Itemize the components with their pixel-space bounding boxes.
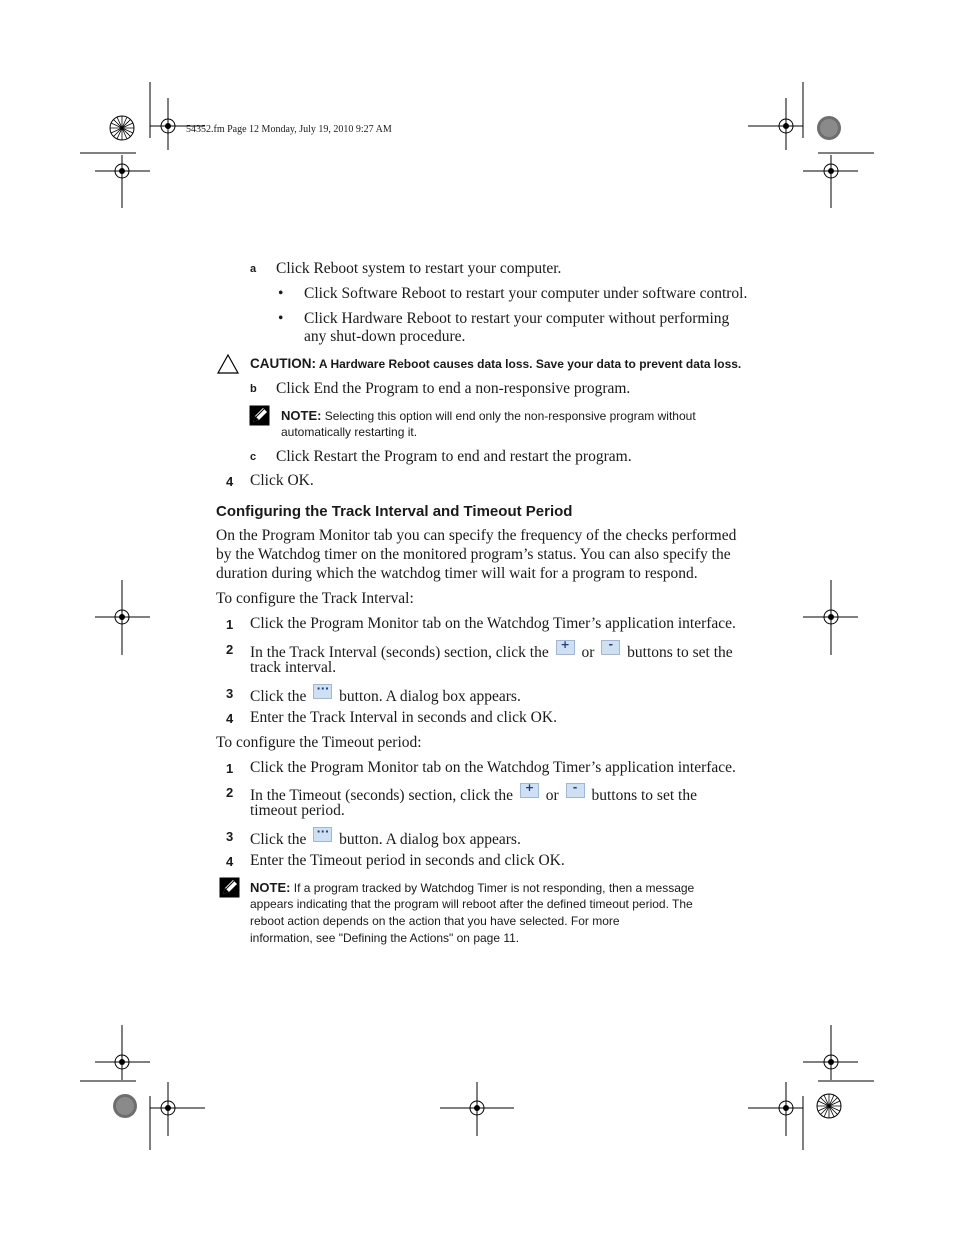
ui-label: OK	[530, 709, 554, 726]
text: to end and restart the program.	[437, 448, 632, 465]
ui-label: OK	[287, 472, 310, 489]
step-marker: 1	[226, 617, 234, 632]
text: .	[560, 852, 565, 869]
text: Click	[304, 285, 342, 302]
timeout-step-1	[250, 759, 736, 778]
text: .	[553, 709, 557, 726]
bullet-icon: •	[278, 285, 284, 302]
ui-label: End the Program	[313, 380, 419, 397]
hardware-reboot-item	[304, 310, 729, 329]
plus-glyph: +	[524, 781, 535, 794]
software-reboot-item	[304, 285, 747, 304]
step-marker: 1	[226, 761, 234, 776]
decrease-icon	[566, 783, 585, 798]
caution-label: CAUTION:	[250, 356, 316, 371]
text: Click the	[250, 831, 307, 848]
section-heading: Configuring the Track Interval and Timeout Period	[216, 503, 573, 520]
text: to restart your computer without performing	[451, 310, 730, 327]
track-step-2-continued: track interval.	[250, 659, 337, 676]
ui-label: Track Interval (seconds)	[289, 644, 441, 661]
text: In the	[250, 644, 290, 661]
decrease-icon	[601, 640, 620, 655]
step-marker: 3	[226, 829, 234, 844]
caution-text: A Hardware Reboot causes data loss. Save your data to prevent data loss.	[316, 357, 742, 371]
timeout-step-2-continued: timeout period.	[250, 802, 345, 819]
text: Selecting this option will end only the non-responsive program without	[321, 409, 696, 423]
note-pencil-icon	[219, 877, 240, 898]
text: to restart your computer.	[405, 260, 562, 277]
note-line: information, see "Defining the Actions" on page 11.	[250, 931, 520, 945]
step-marker: b	[250, 383, 257, 395]
intro-line: duration during which the watchdog timer will wait for a program to respond.	[216, 565, 698, 582]
text: section, click the	[404, 787, 514, 804]
text: to restart your computer under software control.	[446, 285, 748, 302]
ui-label: Hardware Reboot	[341, 310, 452, 327]
text: tab on the Watchdog Timer’s application interface.	[418, 615, 736, 632]
increase-icon	[556, 640, 575, 655]
text: to end a non-responsive program.	[418, 380, 631, 397]
restart-program-step	[276, 448, 632, 467]
text: tab on the Watchdog Timer’s application interface.	[418, 759, 736, 776]
ui-label: Restart the Program	[313, 448, 438, 465]
step-marker: 2	[226, 642, 234, 657]
step-marker: c	[250, 451, 257, 463]
track-lead: To configure the Track Interval:	[216, 590, 414, 607]
track-step-4	[250, 709, 557, 728]
minus-glyph: -	[572, 781, 578, 794]
note-timeout-info	[250, 879, 694, 897]
step-marker: 3	[226, 686, 234, 701]
text: Click	[250, 472, 288, 489]
ellipsis-icon	[313, 827, 332, 842]
text: section, click the	[440, 644, 549, 661]
text: In the	[250, 787, 290, 804]
caution-icon	[216, 353, 240, 375]
text: buttons to set the	[627, 644, 733, 661]
hardware-reboot-continued: any shut-down procedure.	[304, 328, 466, 345]
ellipsis-glyph: ···	[316, 825, 330, 838]
text: button. A dialog box appears.	[339, 831, 521, 848]
track-step-1	[250, 615, 736, 634]
ui-label: Reboot system	[313, 260, 406, 277]
text: or	[545, 787, 559, 804]
bullet-icon: •	[278, 310, 284, 327]
step-marker: 2	[226, 785, 234, 800]
note-label: NOTE:	[250, 880, 291, 895]
text: Enter the	[250, 709, 310, 726]
step-marker: 4	[226, 711, 234, 726]
text: Click the	[250, 688, 307, 705]
step-marker: 4	[226, 474, 234, 489]
step-marker: a	[250, 263, 257, 275]
ui-label: Software Reboot	[341, 285, 447, 302]
note-line: reboot action depends on the action that you have selected. For more	[250, 914, 620, 928]
note-selecting-option	[281, 407, 696, 425]
text: Click	[276, 448, 314, 465]
ui-label: OK	[538, 852, 561, 869]
reboot-system-step	[276, 260, 561, 279]
minus-glyph: -	[608, 638, 614, 651]
timeout-step-4	[250, 852, 565, 871]
intro-line: On the Program Monitor tab you can specify the frequency of the checks performed	[216, 527, 737, 544]
note-line: appears indicating that the program will reboot after the defined timeout period. The	[250, 897, 693, 911]
note-pencil-icon	[249, 405, 270, 426]
end-program-step	[276, 380, 630, 399]
text: If a program tracked by Watchdog Timer is not responding, then a message	[290, 881, 695, 895]
text: Click the	[250, 615, 311, 632]
timeout-step-3	[250, 827, 521, 850]
timeout-lead: To configure the Timeout period:	[216, 734, 422, 751]
track-step-3	[250, 684, 521, 707]
click-ok-step	[250, 472, 314, 491]
text: Click	[276, 380, 314, 397]
ui-label: Program Monitor	[310, 759, 419, 776]
text: Click the	[250, 759, 311, 776]
note-continued: automatically restarting it.	[281, 425, 418, 439]
text: in seconds and click	[397, 709, 531, 726]
text: button. A dialog box appears.	[339, 688, 521, 705]
text: or	[581, 644, 595, 661]
text: Enter the	[250, 852, 310, 869]
increase-icon	[520, 783, 539, 798]
ui-label: Timeout period	[309, 852, 406, 869]
text: Click	[276, 260, 314, 277]
text: Click	[304, 310, 342, 327]
plus-glyph: +	[560, 638, 570, 651]
step-marker: 4	[226, 854, 234, 869]
ui-label: Timeout (seconds)	[289, 787, 405, 804]
intro-line: by the Watchdog timer on the monitored program’s status. You can also specify the	[216, 546, 731, 563]
ellipsis-glyph: ···	[316, 682, 330, 695]
note-label: NOTE:	[281, 408, 322, 423]
text: buttons to set the	[591, 787, 697, 804]
text: .	[309, 472, 314, 489]
ui-label: Track Interval	[309, 709, 398, 726]
caution-note	[250, 356, 741, 371]
ellipsis-icon	[313, 684, 332, 699]
file-info-header: 54352.fm Page 12 Monday, July 19, 2010 9:27 AM	[186, 124, 392, 135]
ui-label: Program Monitor	[310, 615, 419, 632]
text: in seconds and click	[405, 852, 539, 869]
